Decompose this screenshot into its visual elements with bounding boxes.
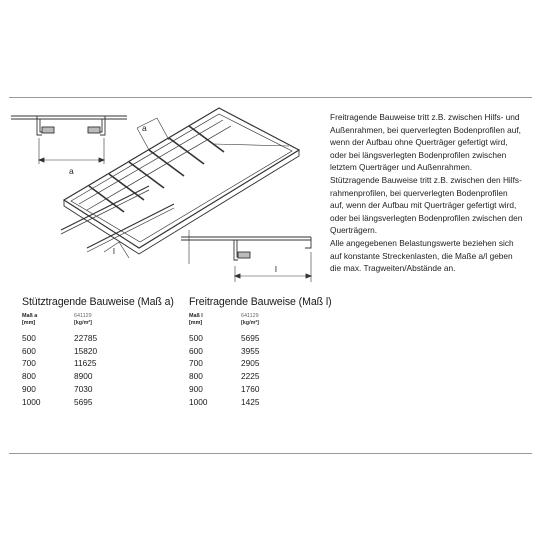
desc-line: Freitragende Bauweise tritt z.B. zwischen Hilfs- und: [330, 112, 520, 122]
desc-line: Alle angegebenen Belastungswerte beziehen sich: [330, 237, 514, 248]
floor-profile-technical-drawing: [9, 100, 324, 290]
table-row: 500 22785: [22, 333, 98, 343]
table-row: 800 2225: [189, 371, 260, 382]
desc-line: letztem Querträger und Außenrahmen.: [330, 162, 473, 173]
dimension-a-label: a: [69, 166, 74, 176]
desc-line: Außenrahmen, bei querverlegten Bodenprofilen auf,: [330, 124, 521, 135]
desc-line: Querträgern.: [330, 225, 378, 236]
bottom-divider: [9, 453, 532, 454]
table-row: 900 7030: [22, 383, 93, 394]
column-header-dimension: Maß a [mm]: [22, 313, 38, 326]
table-row: 1000 1425: [189, 396, 260, 407]
top-divider: [9, 97, 532, 98]
desc-line: oder bei längsverlegten Bodenprofilen zwischen: [330, 149, 507, 160]
table-header: [22, 313, 174, 327]
desc-line: rahmenprofilen, bei querverlegten Bodenprofilen: [330, 187, 508, 198]
column-header-dimension: Maß l [mm]: [189, 313, 203, 326]
table-header: [189, 313, 332, 327]
table-row: 800 8900: [22, 371, 93, 382]
desc-line: die max. Tragweiten/Abstände an.: [330, 263, 456, 274]
table-title: Freitragende Bauweise (Maß l): [189, 296, 332, 308]
dimension-l-iso-label: l: [113, 246, 115, 256]
construction-description: [330, 111, 530, 275]
table-title: Stütztragende Bauweise (Maß a): [22, 296, 174, 308]
desc-line: oder bei längsverlegten Bodenprofilen zwischen den: [330, 212, 523, 223]
cantilever-load-table: [189, 296, 332, 408]
table-row: 600 15820: [22, 345, 98, 356]
column-header-load: 641129 [kg/m²]: [241, 313, 259, 326]
supported-load-table: [22, 296, 174, 408]
dimension-l-section-label: l: [275, 264, 277, 274]
dimension-a-iso-label: a: [142, 123, 147, 133]
table-row: 900 1760: [189, 383, 260, 394]
table-row: 600 3955: [189, 345, 260, 356]
table-row: 1000 5695: [22, 396, 93, 407]
desc-line: auf konstante Streckenlasten, die Maße a/l geben: [330, 250, 513, 261]
table-row: 500 5695: [189, 333, 260, 343]
desc-line: Stützragende Bauweise tritt z.B. zwischen den Hilfs-: [330, 174, 522, 185]
desc-line: auf, wenn der Aufbau mit Querträger gefertigt wird,: [330, 200, 517, 211]
table-row: 700 11625: [22, 358, 97, 369]
desc-line: wenn der Aufbau ohne Querträger gefertigt wird,: [330, 137, 508, 148]
table-row: 700 2905: [189, 358, 260, 369]
column-header-load: 641129 [kg/m²]: [74, 313, 92, 326]
